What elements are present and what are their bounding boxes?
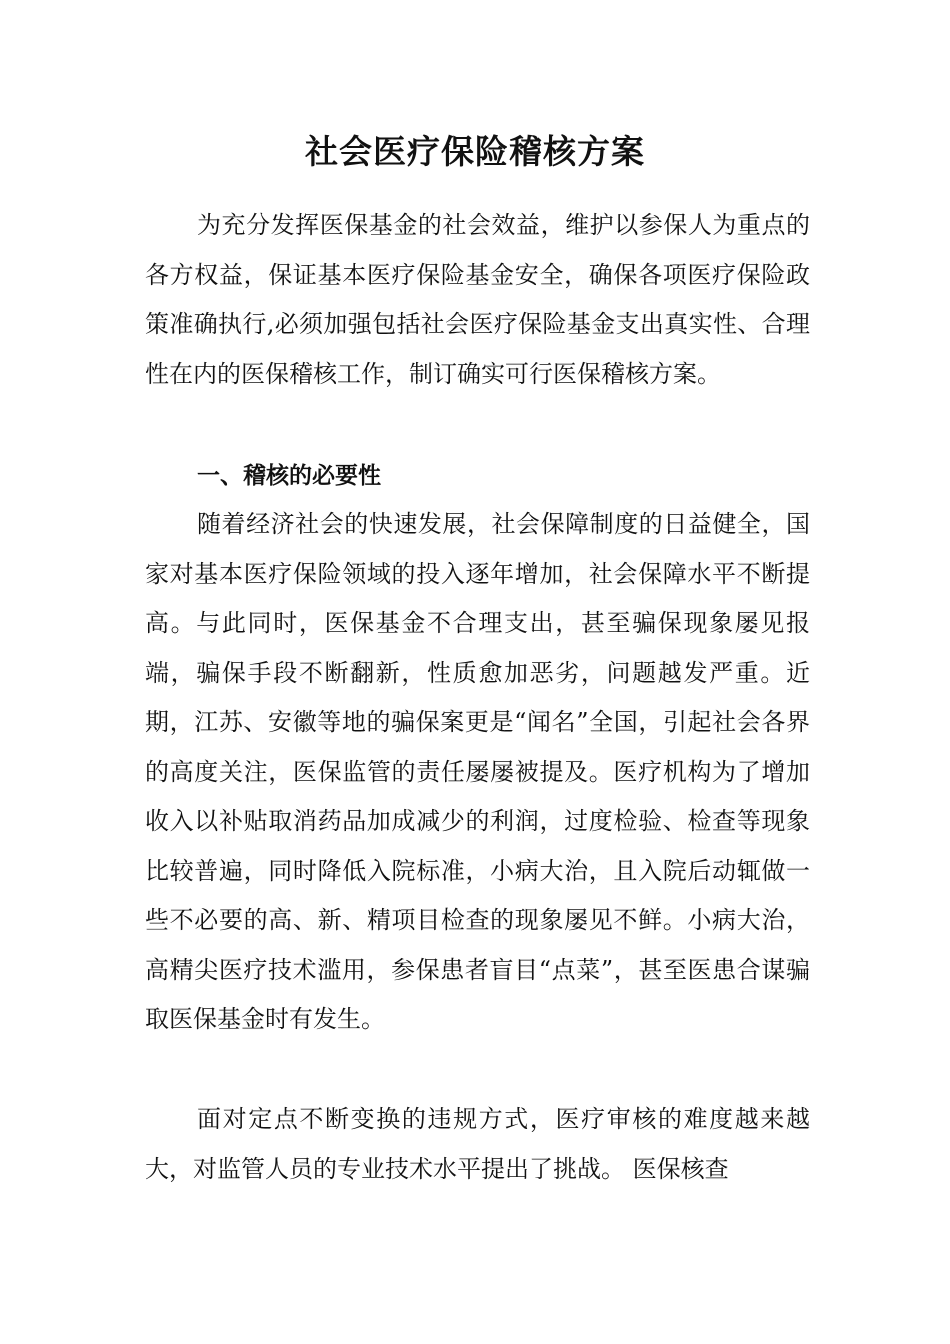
- intro-paragraph: 为充分发挥医保基金的社会效益，维护以参保人为重点的各方权益，保证基本医疗保险基金安全，确保各项医疗保险政策准确执行,必须加强包括社会医疗保险基金支出真实性、合理性在内的医保稽核工作，制订确实可行医保稽核方案。: [145, 211, 810, 388]
- document-title: 社会医疗保险稽核方案: [305, 132, 645, 171]
- body-paragraph: 面对定点不断变换的违规方式，医疗审核的难度越来越大，对监管人员的专业技术水平提出了挑战。 医保核查: [145, 1105, 810, 1183]
- body-paragraph: 随着经济社会的快速发展，社会保障制度的日益健全，国家对基本医疗保险领域的投入逐年增加，社会保障水平不断提高。与此同时，医保基金不合理支出，甚至骗保现象屡见报端，骗保手段不断翻新，性质愈加恶劣，问题越发严重。近期，江苏、安徽等地的骗保案更是“闻名”全国，引起社会各界的高度关注，医保监管的责任屡屡被提及。医疗机构为了增加收入以补贴取消药品加成减少的利润，过度检验、检查等现象比较普遍，同时降低入院标准，小病大治，且入院后动辄做一些不必要的高、新、精项目检查的现象屡见不鲜。小病大治，高精尖医疗技术滥用，参保患者盲目“点菜”，甚至医患合谋骗取医保基金时有发生。: [145, 510, 810, 1033]
- section-heading: 一、稽核的必要性: [197, 463, 381, 489]
